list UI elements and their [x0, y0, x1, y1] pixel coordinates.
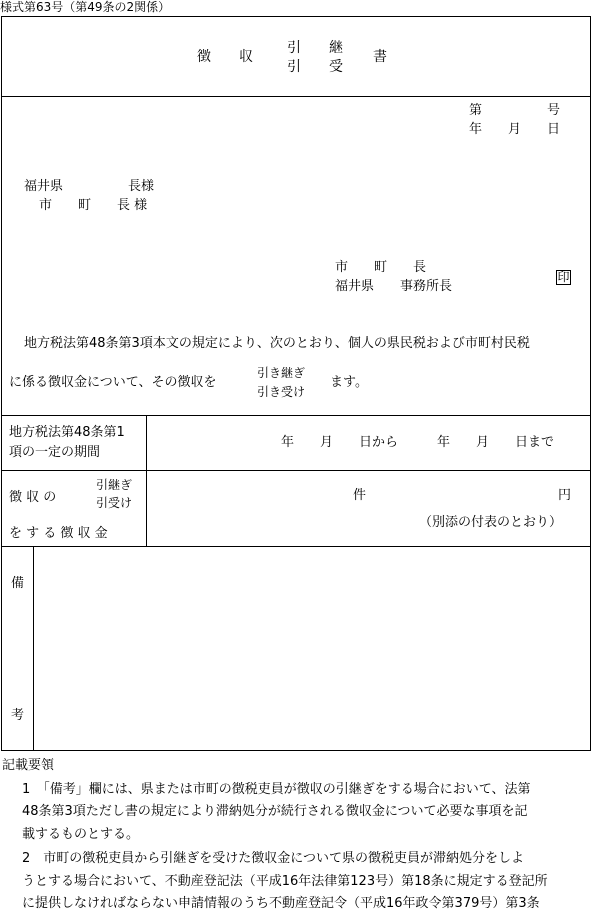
- attachment-note: （別添の付表のとおり）: [419, 515, 563, 530]
- instructions-heading: 記載要領: [2, 758, 55, 773]
- title-document: 書: [373, 49, 387, 65]
- count-unit: 件: [353, 488, 367, 503]
- title-collect: 徴 収: [197, 49, 253, 65]
- instruction-item2-line3: に提供しなければならない申請情報のうち不動産登記令（平成16年政令第379号）第3条: [22, 896, 540, 911]
- instruction-item2-line1: 2 市町の徴税吏員から引継ぎを受けた徴収金について県の徴税吏員が滞納処分をしよ: [22, 851, 525, 866]
- option-transfer: 引き継ぎ: [257, 366, 306, 380]
- yen-unit: 円: [558, 488, 572, 503]
- amount-label-left: 徴 収 の: [9, 490, 57, 505]
- period-label-line1: 地方税法第48条第1: [9, 425, 125, 440]
- form-caption: 様式第63号（第49条の2関係）: [0, 0, 171, 14]
- document-number: 第 号: [469, 103, 561, 118]
- body-line2-before: に係る徴収金について、その徴収を: [9, 375, 217, 390]
- document-date: 年 月 日: [469, 122, 561, 137]
- sender-line2: 福井県 事務所長: [335, 279, 453, 294]
- remarks-label-bottom: 考: [11, 708, 25, 723]
- amount-label-accept: 引受け: [96, 496, 133, 510]
- instruction-item1-line3: 載するものとする。: [22, 827, 140, 842]
- divider-label-column: [146, 415, 147, 546]
- period-value: 年 月 日から 年 月 日まで: [281, 435, 555, 450]
- addressee-line2: 市 町 長 様: [39, 198, 148, 213]
- period-label-line2: 項の一定の期間: [9, 445, 101, 460]
- body-line2-after: ます。: [330, 375, 368, 390]
- title-transfer: 引 継: [287, 40, 343, 56]
- body-line1: 地方税法第48条第3項本文の規定により、次のとおり、個人の県民税および市町村民税: [24, 336, 530, 351]
- divider-body: [1, 415, 591, 416]
- divider-header: [1, 96, 591, 97]
- remarks-label-top: 備: [11, 576, 25, 591]
- instruction-item2-line2: うとする場合において、不動産登記法（平成16年法律第123号）第18条に規定する登記所: [22, 874, 548, 889]
- addressee-line1: 福井県 長様: [24, 179, 155, 194]
- title-accept: 引 受: [287, 59, 343, 75]
- seal-box: 印: [557, 270, 570, 284]
- instruction-item1-line1: 1 「備考」欄には、県または市町の徴税吏員が徴収の引継ぎをする場合において、法第: [22, 782, 531, 797]
- sender-line1: 市 町 長: [335, 260, 427, 275]
- option-accept: 引き受け: [257, 385, 306, 399]
- instruction-item1-line2: 48条第3項ただし書の規定により滞納処分が続行される徴収金について必要な事項を記: [22, 804, 528, 819]
- amount-label-transfer: 引継ぎ: [96, 478, 133, 492]
- divider-period: [1, 470, 591, 471]
- amount-label-line2: を す る 徴 収 金: [9, 526, 108, 541]
- remarks-field[interactable]: [34, 547, 590, 750]
